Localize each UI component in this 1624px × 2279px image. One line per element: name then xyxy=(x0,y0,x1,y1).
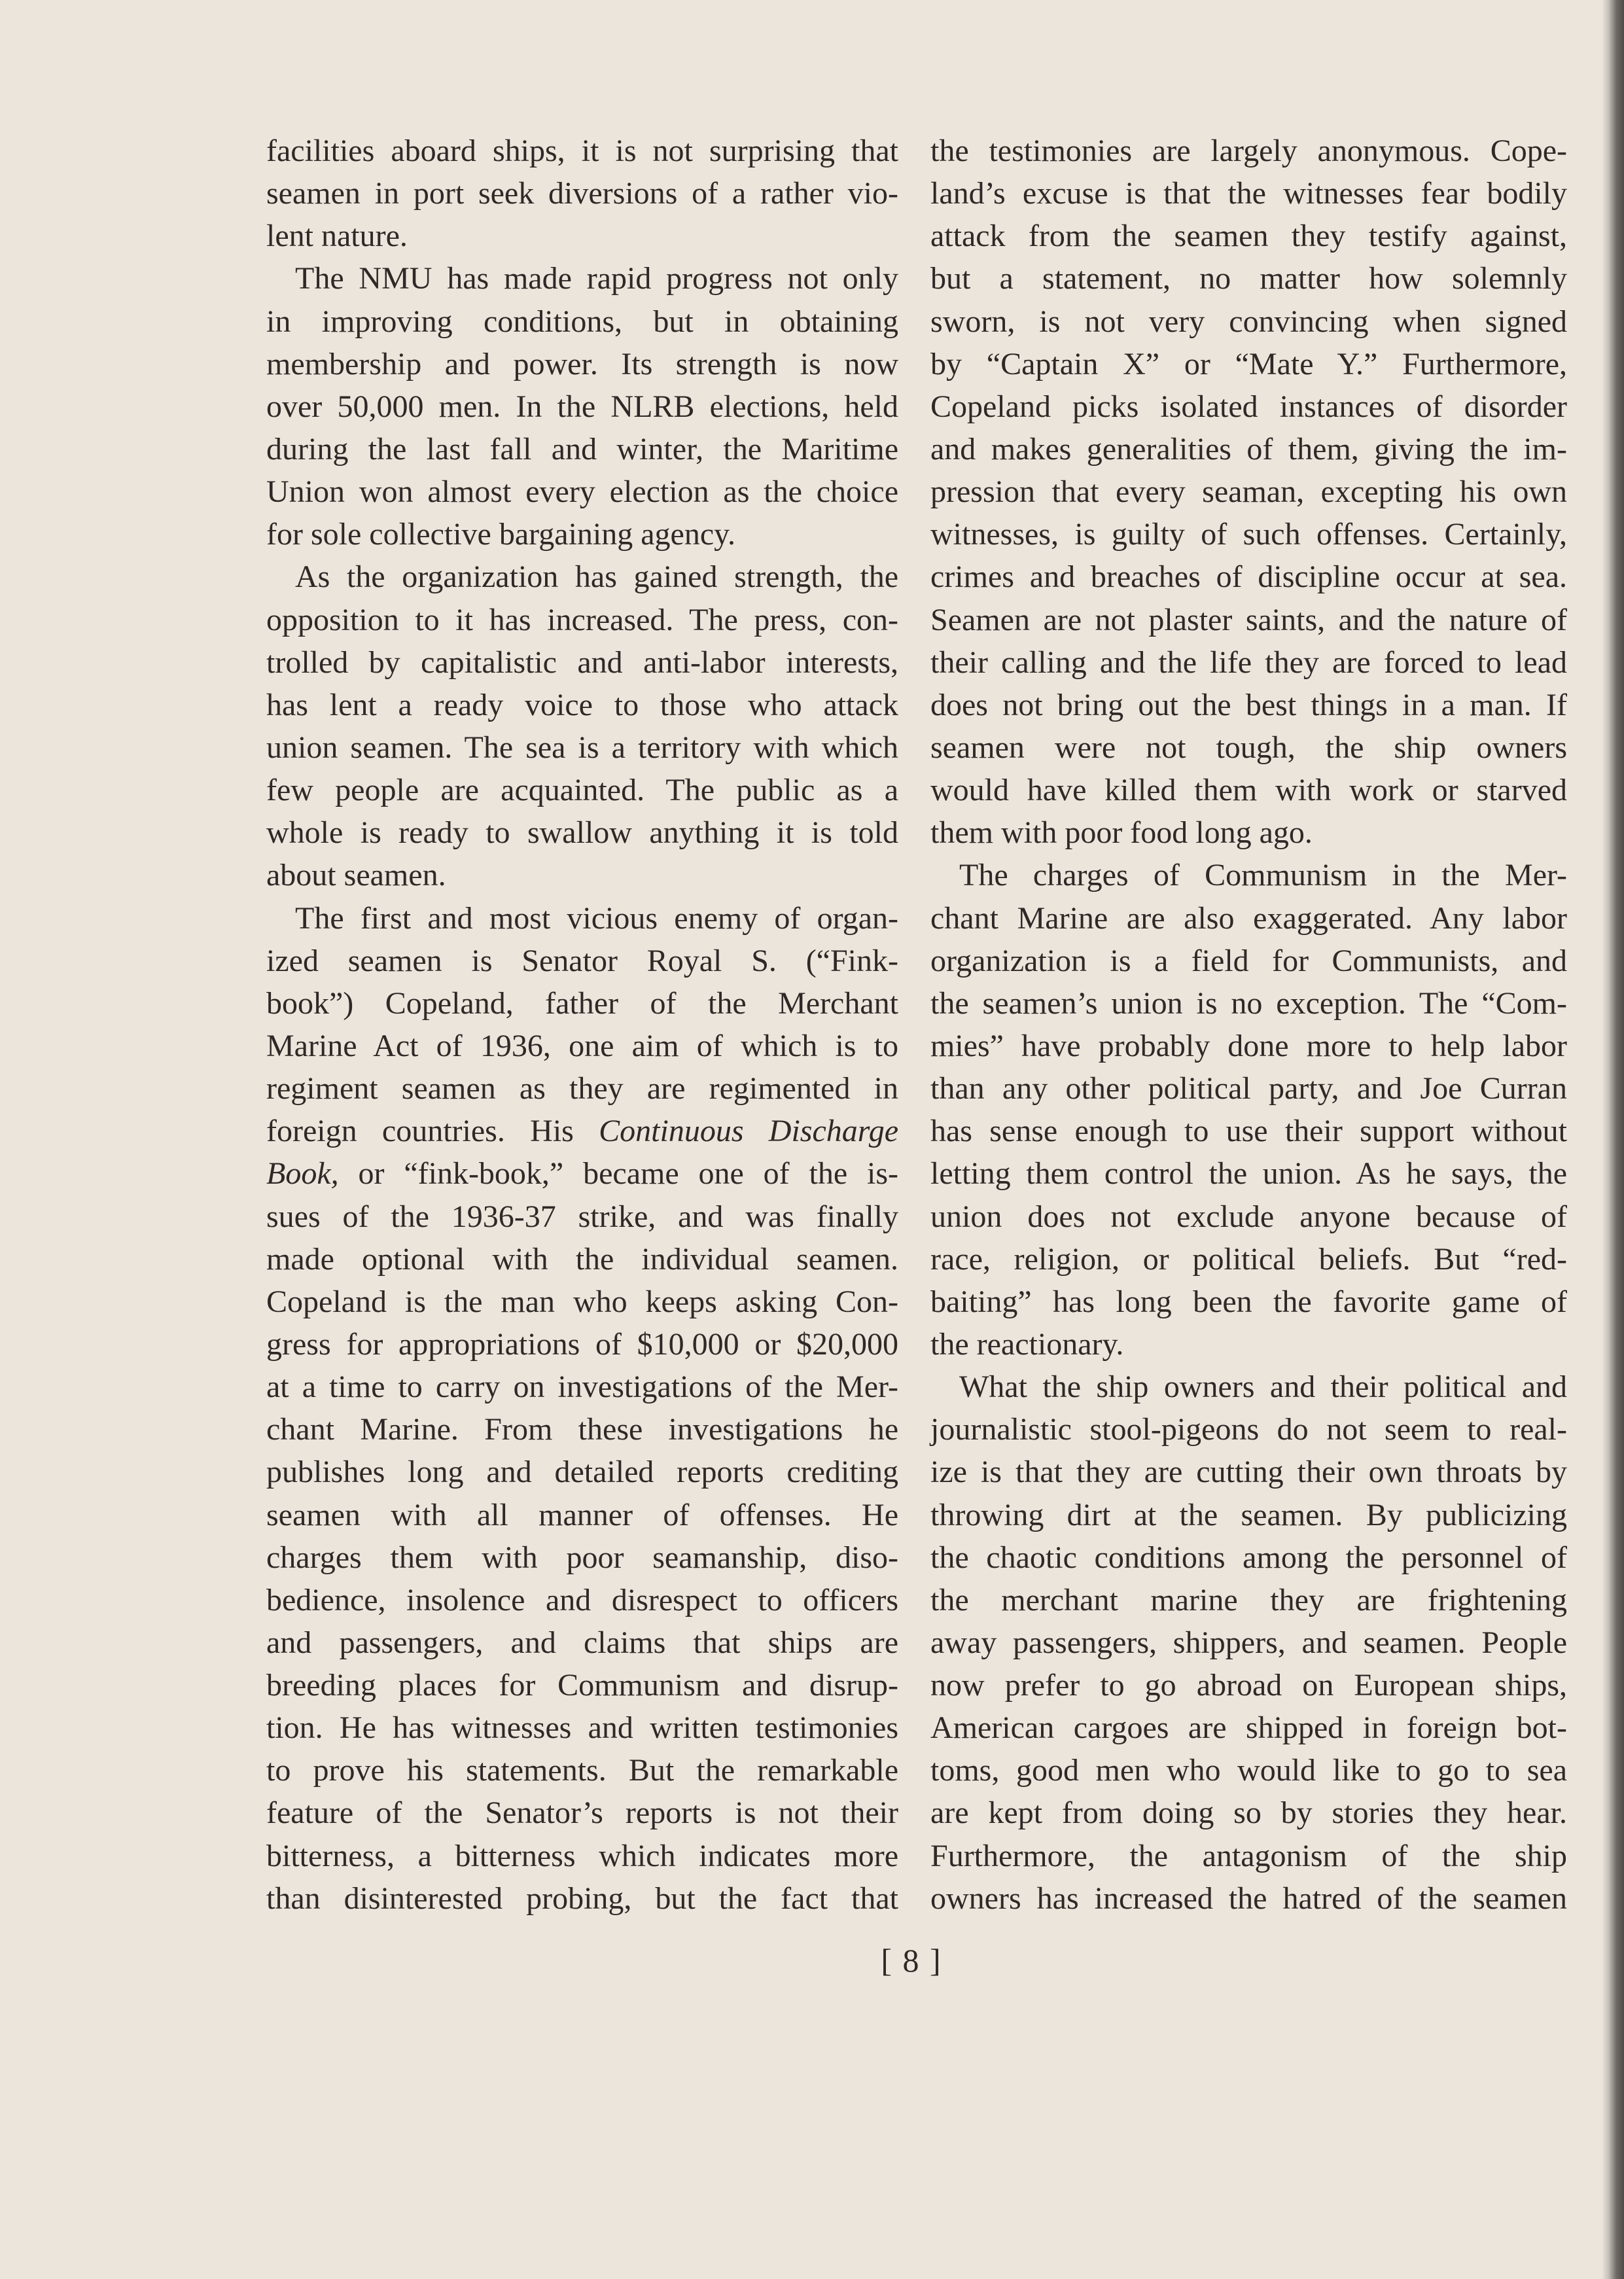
text-line: mies” have probably done more to help labor xyxy=(930,1028,1567,1063)
text-line: for sole collective bargaining agency. xyxy=(266,517,736,552)
text-line: The first and most vicious enemy of organ- xyxy=(295,900,898,936)
text-line: tion. He has witnesses and written testimonies xyxy=(266,1710,898,1746)
page-number: [ 8 ] xyxy=(881,1942,942,1979)
text-line: the chaotic conditions among the personnel of xyxy=(930,1540,1567,1575)
text-line: organization is a field for Communists, and xyxy=(930,943,1567,978)
text-line: has sense enough to use their support without xyxy=(930,1114,1567,1149)
text-line: race, religion, or political beliefs. But “red- xyxy=(930,1241,1567,1277)
text-line: than any other political party, and Joe Curran xyxy=(930,1071,1567,1106)
text-line: union seamen. The sea is a territory with which xyxy=(266,730,898,765)
text-line: regiment seamen as they are regimented in xyxy=(266,1071,898,1106)
text-line: the merchant marine they are frightening xyxy=(930,1582,1567,1617)
text-line: about seamen. xyxy=(266,858,446,893)
paragraph xyxy=(930,854,1567,1366)
text-line: publishes long and detailed reports crediting xyxy=(266,1455,898,1490)
italic-title: Book, xyxy=(266,1156,339,1192)
text-line: witnesses, is guilty of such offenses. Certainly, xyxy=(930,517,1567,552)
paragraph xyxy=(266,130,898,257)
text-line: bitterness, a bitterness which indicates more xyxy=(266,1838,898,1873)
text-line: at a time to carry on investigations of the Mer- xyxy=(266,1369,898,1405)
paragraph xyxy=(266,556,898,896)
paragraph xyxy=(266,897,898,1920)
text-line: away passengers, shippers, and seamen. People xyxy=(930,1625,1567,1660)
text-line: the testimonies are largely anonymous. Cope- xyxy=(930,133,1567,168)
text-line: throwing dirt at the seamen. By publicizing xyxy=(930,1497,1567,1532)
text-line: owners has increased the hatred of the seamen xyxy=(930,1881,1567,1916)
text-line: Union won almost every election as the choice xyxy=(266,474,898,510)
text-span: or “fink-book,” became one of the is- xyxy=(338,1156,898,1192)
paragraph xyxy=(930,130,1567,854)
text-line: than disinterested probing, but the fact that xyxy=(266,1881,898,1916)
text-line xyxy=(266,1110,898,1152)
text-line: seamen were not tough, the ship owners xyxy=(930,730,1567,765)
text-line: seamen with all manner of offenses. He xyxy=(266,1497,898,1532)
text-line: in improving conditions, but in obtaining xyxy=(266,304,898,339)
text-line: over 50,000 men. In the NLRB elections, held xyxy=(266,389,898,424)
text-line: does not bring out the best things in a man. If xyxy=(930,687,1567,722)
text-line: are kept from doing so by stories they hear. xyxy=(930,1795,1567,1831)
text-line: American cargoes are shipped in foreign bot- xyxy=(930,1710,1567,1746)
text-line: seamen in port seek diversions of a rather vio- xyxy=(266,176,898,211)
text-line: breeding places for Communism and disrup- xyxy=(266,1668,898,1703)
text-line: As the organization has gained strength, the xyxy=(295,559,898,595)
text-line xyxy=(266,1152,898,1195)
text-line: book”) Copeland, father of the Merchant xyxy=(266,985,898,1021)
text-line: The charges of Communism in the Mer- xyxy=(959,858,1567,893)
text-line: few people are acquainted. The public as a xyxy=(266,773,898,808)
text-line: ized seamen is Senator Royal S. (“Fink- xyxy=(266,943,898,978)
text-line: Seamen are not plaster saints, and the nature of xyxy=(930,602,1567,637)
text-line: the seamen’s union is no exception. The “Com- xyxy=(930,985,1567,1021)
text-line: but a statement, no matter how solemnly xyxy=(930,261,1567,296)
text-line: facilities aboard ships, it is not surprising that xyxy=(266,133,898,168)
text-line: them with poor food long ago. xyxy=(930,815,1313,851)
text-line: chant Marine are also exaggerated. Any labor xyxy=(930,900,1567,936)
text-column-left xyxy=(266,130,898,1920)
text-line: lent nature. xyxy=(266,219,408,254)
text-line: Copeland is the man who keeps asking Con- xyxy=(266,1284,898,1319)
text-line: Furthermore, the antagonism of the ship xyxy=(930,1838,1567,1873)
text-line: to prove his statements. But the remarkable xyxy=(266,1753,898,1788)
italic-title: Continuous Discharge xyxy=(599,1114,898,1149)
text-line: their calling and the life they are forced to lead xyxy=(930,645,1567,680)
text-line: would have killed them with work or starved xyxy=(930,773,1567,808)
text-line: sworn, is not very convincing when signed xyxy=(930,304,1567,339)
text-line: letting them control the union. As he says, the xyxy=(930,1156,1567,1192)
text-line: during the last fall and winter, the Maritime xyxy=(266,431,898,467)
text-line: now prefer to go abroad on European ships, xyxy=(930,1668,1567,1703)
text-line: journalistic stool-pigeons do not seem to real- xyxy=(930,1412,1567,1447)
text-line: chant Marine. From these investigations he xyxy=(266,1412,898,1447)
text-line: sues of the 1936-37 strike, and was finally xyxy=(266,1199,898,1234)
text-line: made optional with the individual seamen. xyxy=(266,1241,898,1277)
page-edge-shadow xyxy=(1602,0,1624,2279)
text-line: crimes and breaches of discipline occur at sea. xyxy=(930,559,1567,595)
text-line: opposition to it has increased. The press, con- xyxy=(266,602,898,637)
text-line: What the ship owners and their political and xyxy=(959,1369,1567,1405)
text-line: toms, good men who would like to go to sea xyxy=(930,1753,1567,1788)
text-line: and passengers, and claims that ships are xyxy=(266,1625,898,1660)
text-line: attack from the seamen they testify against, xyxy=(930,219,1567,254)
text-column-right xyxy=(930,130,1567,1920)
text-line: union does not exclude anyone because of xyxy=(930,1199,1567,1234)
text-line: membership and power. Its strength is now xyxy=(266,346,898,381)
text-line: has lent a ready voice to those who attack xyxy=(266,687,898,722)
text-line: by “Captain X” or “Mate Y.” Furthermore, xyxy=(930,346,1567,381)
text-line: baiting” has long been the favorite game of xyxy=(930,1284,1567,1319)
text-line: gress for appropriations of $10,000 or $20,000 xyxy=(266,1326,898,1362)
text-line: pression that every seaman, excepting his own xyxy=(930,474,1567,510)
text-line: ize is that they are cutting their own throats by xyxy=(930,1455,1567,1490)
text-line: bedience, insolence and disrespect to officers xyxy=(266,1582,898,1617)
text-line: Marine Act of 1936, one aim of which is to xyxy=(266,1028,898,1063)
text-line: charges them with poor seamanship, diso- xyxy=(266,1540,898,1575)
text-line: the reactionary. xyxy=(930,1326,1124,1362)
text-line: The NMU has made rapid progress not only xyxy=(295,261,898,296)
text-line: trolled by capitalistic and anti-labor interests, xyxy=(266,645,898,680)
text-line: Copeland picks isolated instances of disorder xyxy=(930,389,1567,424)
text-span: foreign countries. His xyxy=(266,1114,599,1149)
text-line: whole is ready to swallow anything it is told xyxy=(266,815,898,851)
paragraph xyxy=(266,257,898,556)
paragraph xyxy=(930,1366,1567,1920)
text-line: and makes generalities of them, giving the im- xyxy=(930,431,1567,467)
text-line: feature of the Senator’s reports is not their xyxy=(266,1795,898,1831)
text-line: land’s excuse is that the witnesses fear bodily xyxy=(930,176,1567,211)
